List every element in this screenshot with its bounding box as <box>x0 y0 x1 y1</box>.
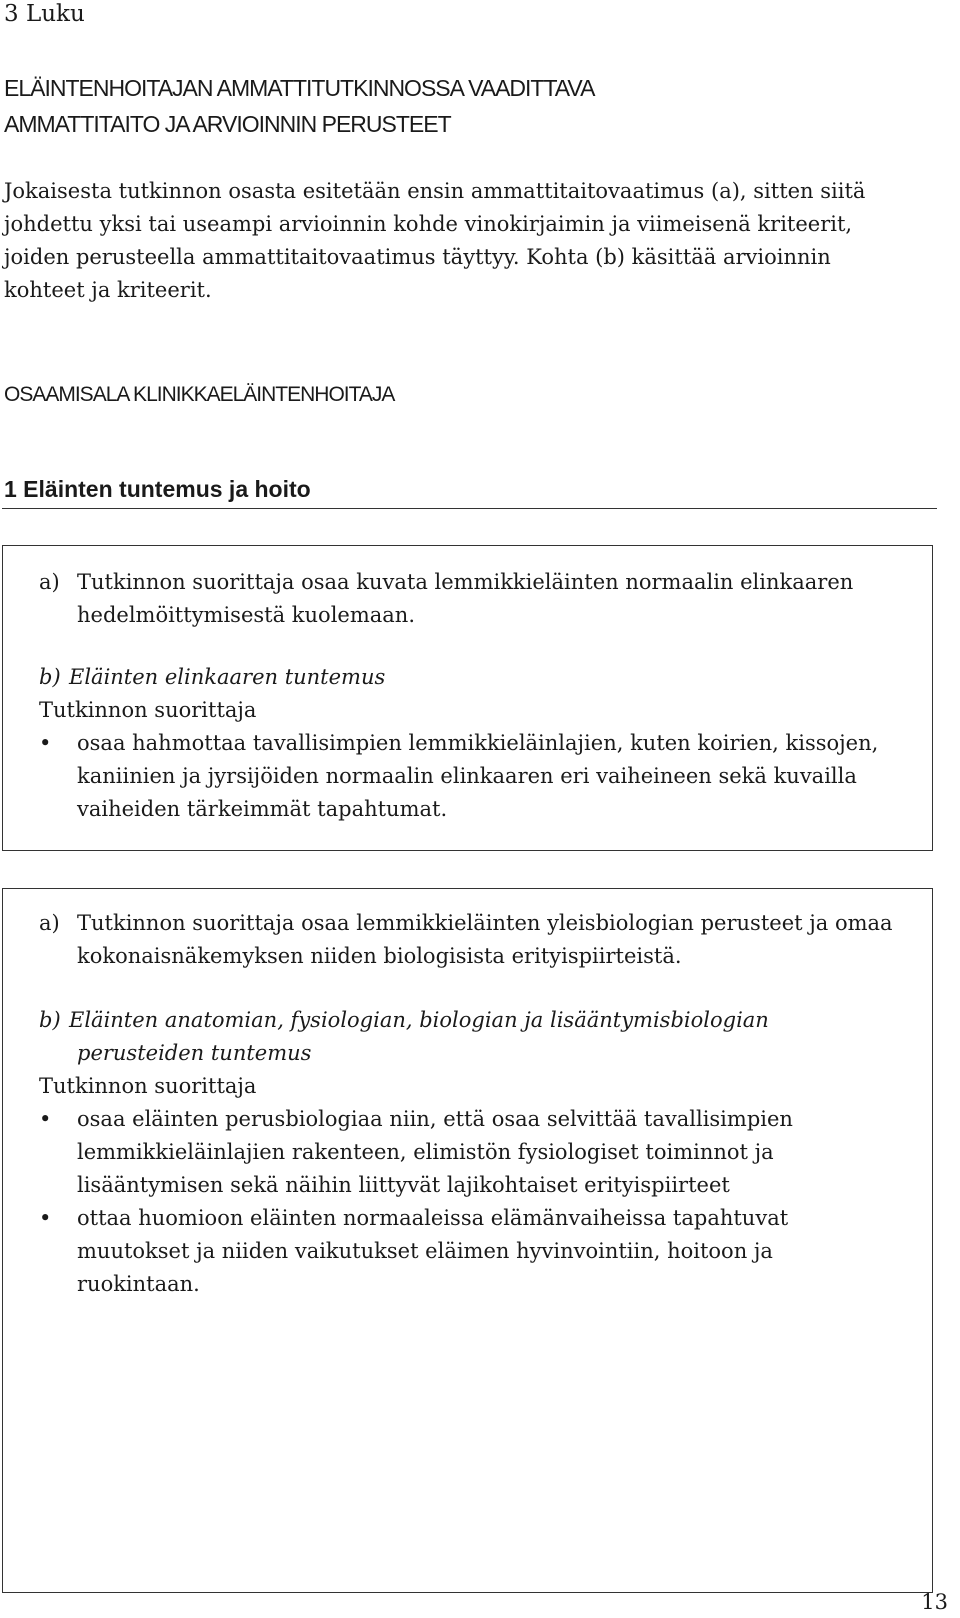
target-line: Eläinten elinkaaren tuntemus <box>69 665 386 689</box>
document-title <box>4 70 594 142</box>
title-line: ELÄINTENHOITAJAN AMMATTITUTKINNOSSA VAADITTAVA <box>4 75 595 101</box>
title-line: AMMATTITAITO JA ARVIOINNIN PERUSTEET <box>4 111 451 137</box>
unit-heading: 1 Eläinten tuntemus ja hoito <box>4 476 311 502</box>
requirement-box-2 <box>2 888 933 1593</box>
criteria-line: lemmikkieläinlajien rakenteen, elimistön fysiologiset toiminnot ja <box>77 1140 774 1164</box>
requirement-line: Tutkinnon suorittaja osaa lemmikkieläinten yleisbiologian perusteet ja omaa <box>77 911 893 935</box>
intro-paragraph <box>4 175 934 307</box>
bullet-icon: • <box>39 1206 52 1230</box>
bullet-icon: • <box>39 1107 52 1131</box>
criteria-item <box>39 1202 924 1301</box>
target-line: Eläinten anatomian, fysiologian, biologian ja lisääntymisbiologian <box>69 1008 769 1032</box>
criteria-line: ruokintaan. <box>77 1272 200 1296</box>
chapter-label: 3 Luku <box>4 1 85 27</box>
target-marker: b) <box>39 1008 61 1032</box>
criteria-list <box>39 727 924 826</box>
performer-label: Tutkinnon suorittaja <box>39 1074 257 1098</box>
criteria-line: ottaa huomioon eläinten normaaleissa elämänvaiheissa tapahtuvat <box>77 1206 789 1230</box>
intro-line: kohteet ja kriteerit. <box>4 278 212 302</box>
section-area-heading: OSAAMISALA KLINIKKAELÄINTENHOITAJA <box>4 383 395 406</box>
bullet-icon: • <box>39 731 52 755</box>
criteria-line: osaa hahmottaa tavallisimpien lemmikkieläinlajien, kuten koirien, kissojen, <box>77 731 879 755</box>
criteria-item <box>39 1103 924 1202</box>
target-text <box>69 661 919 694</box>
criteria-list <box>39 1103 924 1301</box>
requirement-marker: a) <box>39 570 60 594</box>
intro-line: johdettu yksi tai useampi arvioinnin kohde vinokirjaimin ja viimeisenä kriteerit, <box>4 212 853 236</box>
criteria-line: lisääntymisen sekä näihin liittyvät lajikohtaiset erityispiirteet <box>77 1173 730 1197</box>
criteria-item <box>39 727 924 826</box>
criteria-text <box>77 1202 924 1301</box>
requirement-marker: a) <box>39 911 60 935</box>
criteria-text <box>77 1103 924 1202</box>
unit-heading-rule <box>2 508 937 509</box>
requirement-line: hedelmöittymisestä kuolemaan. <box>77 603 415 627</box>
intro-line: Jokaisesta tutkinnon osasta esitetään ensin ammattitaitovaatimus (a), sitten siitä <box>4 179 866 203</box>
criteria-line: vaiheiden tärkeimmät tapahtumat. <box>77 797 448 821</box>
target-line: perusteiden tuntemus <box>77 1041 312 1065</box>
requirement-line: Tutkinnon suorittaja osaa kuvata lemmikkieläinten normaalin elinkaaren <box>77 570 854 594</box>
target-marker: b) <box>39 665 61 689</box>
performer-label: Tutkinnon suorittaja <box>39 698 257 722</box>
criteria-text <box>77 727 924 826</box>
requirement-text <box>77 566 922 632</box>
requirement-box-1 <box>2 545 933 851</box>
criteria-line: osaa eläinten perusbiologiaa niin, että osaa selvittää tavallisimpien <box>77 1107 793 1131</box>
requirement-text <box>77 907 922 973</box>
intro-line: joiden perusteella ammattitaitovaatimus täyttyy. Kohta (b) käsittää arvioinnin <box>4 245 831 269</box>
target-text <box>69 1004 919 1070</box>
page-number: 13 <box>921 1590 948 1614</box>
criteria-line: muutokset ja niiden vaikutukset eläimen hyvinvointiin, hoitoon ja <box>77 1239 773 1263</box>
criteria-line: kaniinien ja jyrsijöiden normaalin elinkaaren eri vaiheineen sekä kuvailla <box>77 764 857 788</box>
requirement-line: kokonaisnäkemyksen niiden biologisista erityispiirteistä. <box>77 944 682 968</box>
